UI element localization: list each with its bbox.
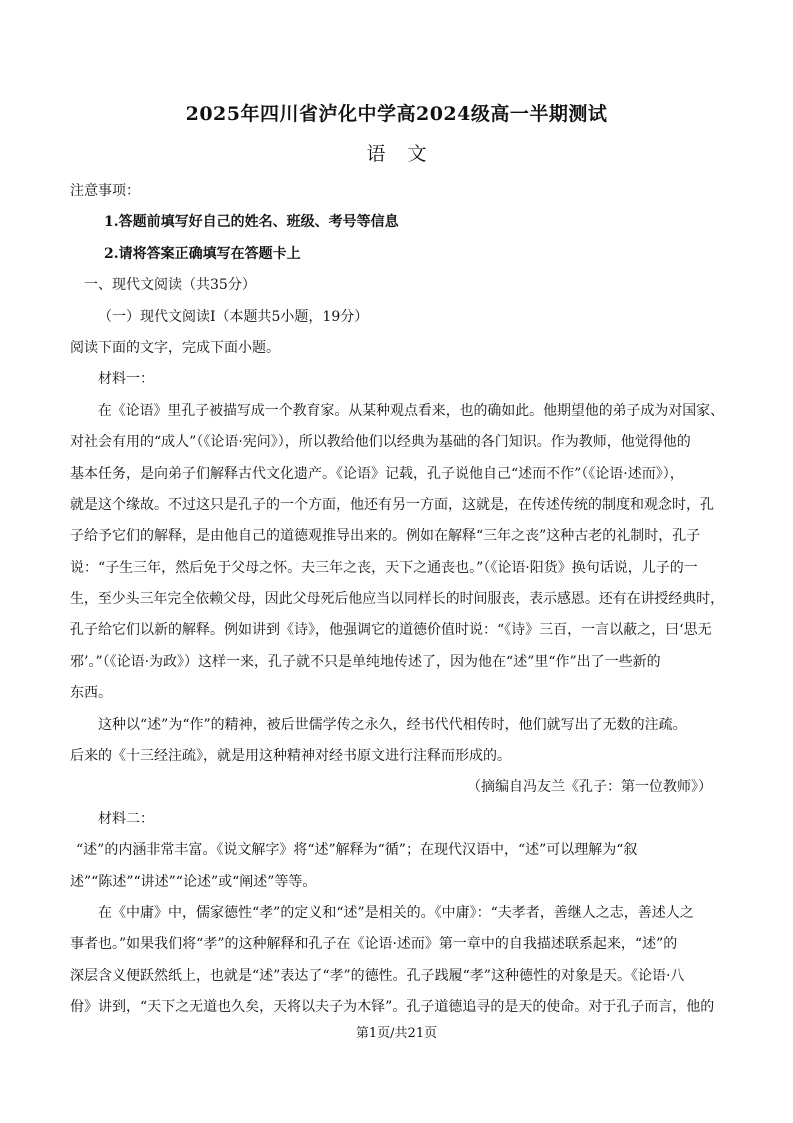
material2-paragraph-2 bbox=[70, 898, 724, 1024]
exam-title: 2025年四川省泸化中学高2024级高一半期测试 bbox=[185, 103, 608, 125]
notice-heading: 注意事项： bbox=[70, 183, 140, 199]
exam-subject: 语文 bbox=[366, 143, 449, 165]
section-heading: 一、现代文阅读（共35分） bbox=[84, 277, 256, 294]
material1-label: 材料一： bbox=[98, 371, 154, 388]
text-line: 对社会有用的“成人”（《论语·宪问》），所以教给他们以经典为基础的各门知识。作为教师，他觉得他的 bbox=[70, 434, 691, 451]
reading-instruction: 阅读下面的文字，完成下面小题。 bbox=[70, 339, 280, 356]
text-line: 这种以“述”为“作”的精神，被后世儒学传之永久，经书代代相传时，他们就写出了无数的注疏。 bbox=[98, 716, 687, 733]
text-line: “述”的内涵非常丰富。《说文解字》将“述”解释为“循”；在现代汉语中，“述”可以理解为“叙 bbox=[76, 842, 638, 859]
text-line: 述”“陈述”“讲述”“论述”或“阐述”等等。 bbox=[70, 873, 317, 890]
page-footer: 第1页/共21页 bbox=[355, 1026, 438, 1041]
text-line: 邪’。”（《论语·为政》）这样一来，孔子就不只是单纯地传述了，因为他在“述”里“作”出了一些新的 bbox=[70, 653, 661, 670]
text-line: 子给予它们的解释，是由他自己的道德观推导出来的。例如在解释“三年之丧”这种古老的礼制时，孔子 bbox=[70, 528, 701, 545]
text-line: 佾》讲到，“天下之无道也久矣，天将以夫子为木铎”。孔子道德追寻的是天的使命。对于孔子而言，他的 bbox=[70, 999, 715, 1016]
text-line: 后来的《十三经注疏》，就是用这种精神对经书原文进行注释而形成的。 bbox=[70, 748, 511, 765]
text-line: 深层含义便跃然纸上，也就是“述”表达了“孝”的德性。孔子践履“孝”这种德性的对象是天。《论语·八 bbox=[70, 967, 685, 984]
material2-label: 材料二： bbox=[98, 810, 154, 827]
material1-source: （摘编自冯友兰《孔子：第一位教师》） bbox=[467, 779, 712, 796]
text-line: 基本任务，是向弟子们解释古代文化遗产。《论语》记载，孔子说他自己“述而不作”（《论语·述而》）， bbox=[70, 465, 684, 482]
notice-item-2: 2.请将答案正确填写在答题卡上 bbox=[104, 245, 301, 262]
material1-paragraph-2 bbox=[70, 710, 724, 773]
material2-paragraph-1 bbox=[70, 835, 724, 898]
text-line: 说：“子生三年，然后免于父母之怀。夫三年之丧，天下之通丧也。”（《论语·阳货》换句话说，儿子的一 bbox=[70, 559, 698, 576]
text-line: 在《中庸》中，儒家德性“孝”的定义和“述”是相关的。《中庸》：“夫孝者，善继人之志，善述人之 bbox=[98, 904, 694, 921]
text-line: 东西。 bbox=[70, 685, 112, 702]
notice-item-1: 1.答题前填写好自己的姓名、班级、考号等信息 bbox=[104, 214, 399, 231]
text-line: 孔子给它们以新的解释。例如讲到《诗》，他强调它的道德价值时说：“《诗》三百，一言以蔽之，曰‘思无 bbox=[70, 622, 712, 639]
text-line: 在《论语》里孔子被描写成一个教育家。从某种观点看来，也的确如此。他期望他的弟子成为对国家、 bbox=[97, 402, 724, 419]
subsection-heading: （一）现代文阅读Ⅰ（本题共5小题，19分） bbox=[98, 308, 369, 325]
material1-paragraph-1 bbox=[70, 396, 724, 710]
exam-body bbox=[70, 176, 724, 1024]
text-line: 就是这个缘故。不过这只是孔子的一个方面，他还有另一方面，这就是，在传述传统的制度和观念时，孔 bbox=[70, 496, 714, 513]
text-line: 事者也。”如果我们将“孝”的这种解释和孔子在《论语·述而》第一章中的自我描述联系起来，“述”的 bbox=[70, 936, 678, 953]
text-line: 生，至少头三年完全依赖父母，因此父母死后他应当以同样长的时间服丧，表示感恩。还有在讲授经典时， bbox=[70, 591, 724, 608]
